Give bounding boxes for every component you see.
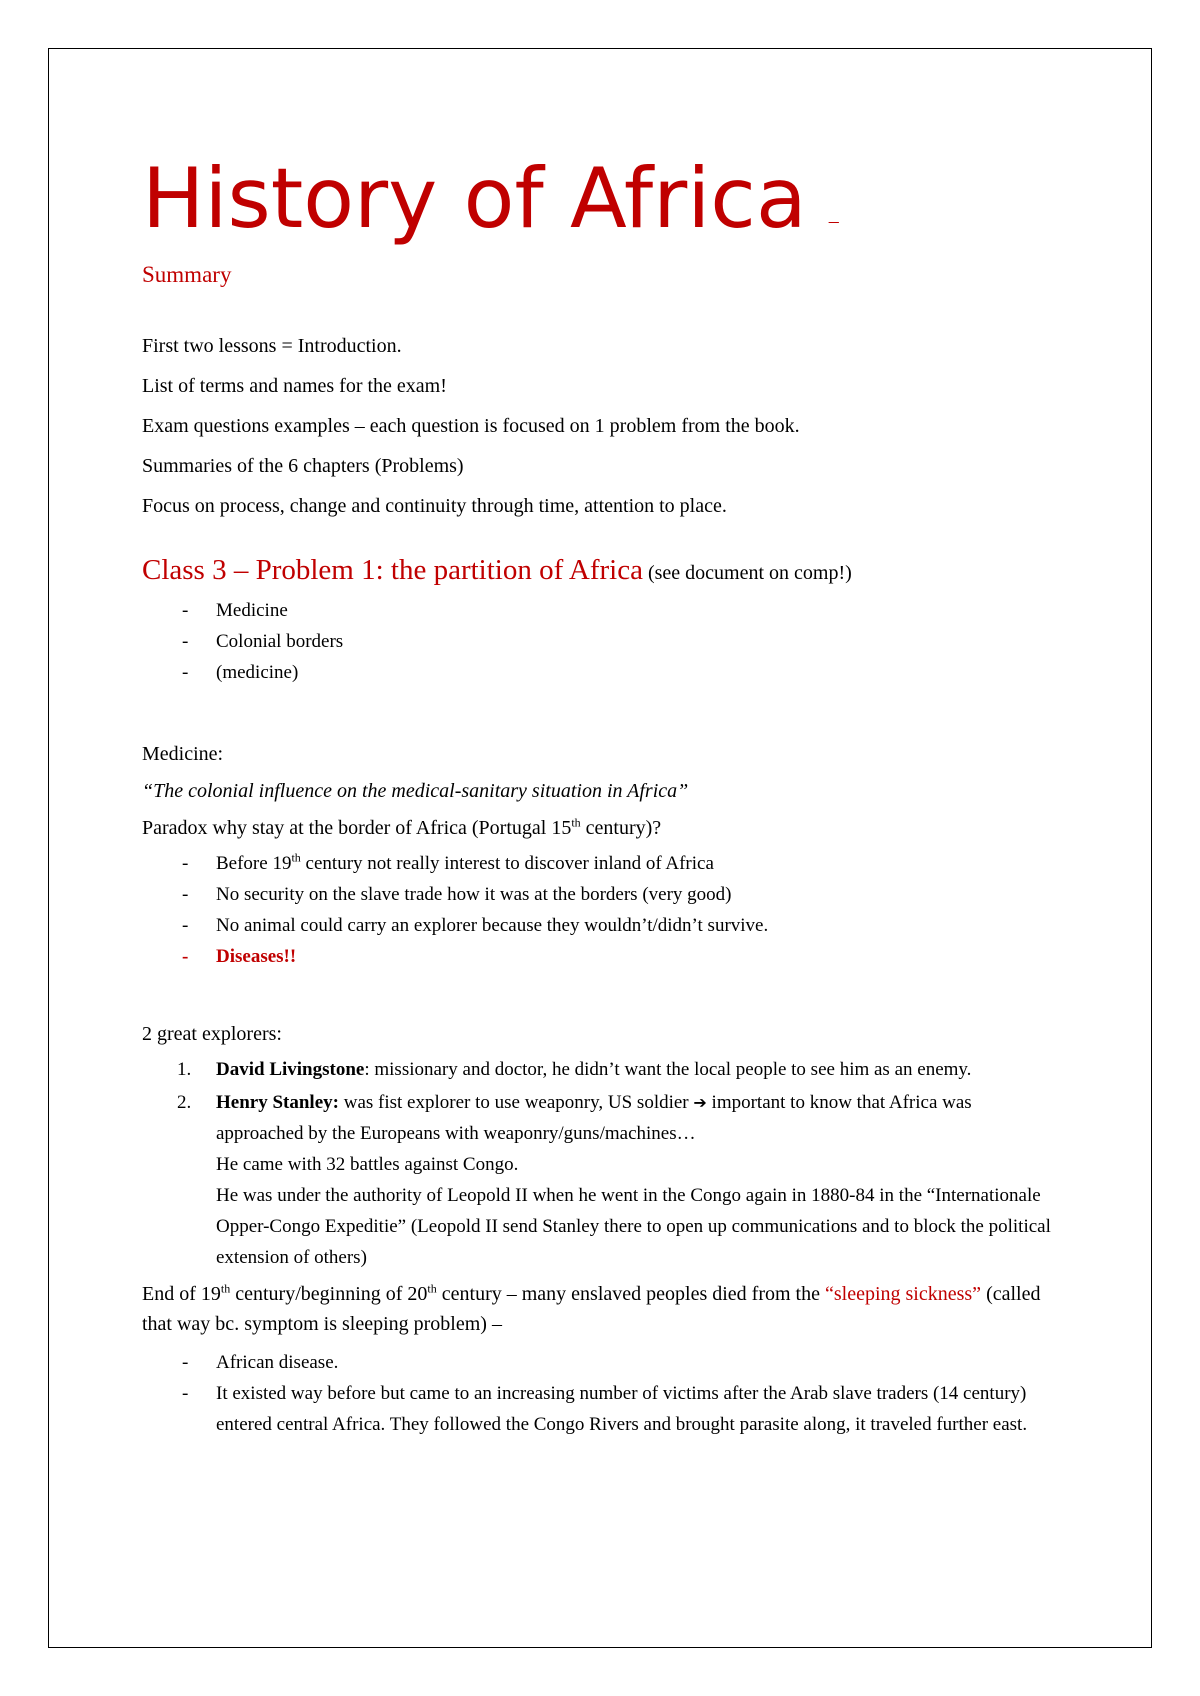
section-heading xyxy=(142,548,1062,595)
dash-marker: - xyxy=(182,1352,189,1373)
document-body xyxy=(142,140,1062,1440)
explorer-name: Henry Stanley: xyxy=(216,1092,339,1113)
list-item: 1. David Livingstone: missionary and doctor, he didn’t want the local people to see him as an enemy. xyxy=(177,1059,972,1080)
document-title: History of Africa xyxy=(142,150,807,247)
dash-marker: - xyxy=(182,946,189,967)
explorer-detail: He came with 32 battles against Congo. xyxy=(216,1154,519,1175)
title-row xyxy=(142,140,1062,258)
explorers-label: 2 great explorers: xyxy=(142,1023,282,1045)
reasons-list xyxy=(142,848,1062,972)
dash-marker: - xyxy=(182,600,189,621)
dash-marker: - xyxy=(182,915,189,936)
list-item: - (medicine) xyxy=(142,657,1062,688)
dash-marker: - xyxy=(182,662,189,683)
dash-marker: - xyxy=(182,884,189,905)
title-dash: – xyxy=(828,210,839,232)
sleeping-points-list xyxy=(142,1347,1062,1440)
sleeping-sickness-paragraph: End of 19th century/beginning of 20th century – many enslaved peoples died from the “sleeping sickness” (called that way bc. symptom is sleeping problem) – xyxy=(142,1281,1041,1335)
intro-block xyxy=(142,326,1062,526)
list-item: - No security on the slave trade how it was at the borders (very good) xyxy=(142,879,1062,910)
list-item: 2. Henry Stanley: was fist explorer to use weaponry, US soldier ➔ important to know that Africa was approached by the Europeans with weaponry/guns/machines… He came with 32 battles against Congo. He was under the authority of Leopold II when he went in the Congo again in 1880-84 in the “Internationale Opper-Congo Expeditie” (Leopold II send Stanley there to open up communications and to block the political extension of others) xyxy=(142,1087,1062,1273)
explorer-name: David Livingstone xyxy=(216,1059,365,1080)
document-subtitle: Summary xyxy=(142,262,232,287)
list-item: - Diseases!! xyxy=(142,941,1062,972)
list-item: - Before 19th century not really interest to discover inland of Africa xyxy=(142,848,1062,879)
medicine-quote: “The colonial influence on the medical-sanitary situation in Africa” xyxy=(142,780,689,802)
list-item: - It existed way before but came to an increasing number of victims after the Arab slave traders (14 century) entered central Africa. They followed the Congo Rivers and brought parasite along, it traveled further east. xyxy=(142,1378,1062,1440)
arrow-icon: ➔ xyxy=(693,1093,707,1112)
list-item: - African disease. xyxy=(142,1347,1062,1378)
medicine-label: Medicine: xyxy=(142,743,224,765)
section-heading-note: (see document on comp!) xyxy=(647,562,852,584)
list-item: - No animal could carry an explorer because they wouldn’t/didn’t survive. xyxy=(142,910,1062,941)
list-item: - Medicine xyxy=(142,595,1062,626)
paradox-question: Paradox why stay at the border of Africa (Portugal 15th century)? xyxy=(142,815,662,839)
topic-list xyxy=(142,595,1062,688)
intro-line: Exam questions examples – each question is focused on 1 problem from the book. xyxy=(142,415,800,437)
dash-marker: - xyxy=(182,1383,189,1404)
intro-line: Focus on process, change and continuity through time, attention to place. xyxy=(142,495,727,517)
sleeping-sickness-term: “sleeping sickness” xyxy=(824,1283,982,1305)
explorer-detail: He was under the authority of Leopold II when he went in the Congo again in 1880-84 in the “Internationale Opper-Congo Expeditie” (Leopold II send Stanley there to open up communications and to block the political extension of others) xyxy=(216,1185,1051,1268)
dash-marker: - xyxy=(182,853,189,874)
list-item: - Colonial borders xyxy=(142,626,1062,657)
intro-line: List of terms and names for the exam! xyxy=(142,375,447,397)
intro-line: First two lessons = Introduction. xyxy=(142,335,402,357)
intro-line: Summaries of the 6 chapters (Problems) xyxy=(142,455,464,477)
dash-marker: - xyxy=(182,631,189,652)
explorers-list xyxy=(142,1054,1062,1273)
section-heading-title: Class 3 – Problem 1: the partition of Africa xyxy=(142,554,643,586)
